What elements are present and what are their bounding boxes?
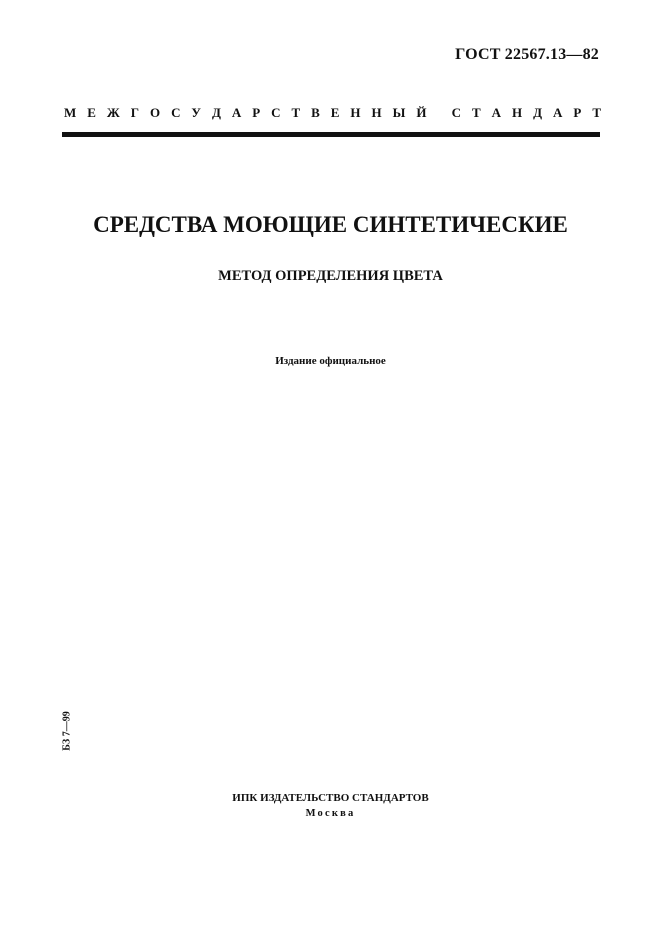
series-title-letter: Д (211, 105, 221, 120)
series-title-letter: Ы (392, 105, 406, 120)
document-number: ГОСТ 22567.13—82 (455, 46, 599, 63)
publisher-city: Москва (305, 808, 356, 819)
edition-note: Издание официальное (275, 355, 386, 367)
series-title-letter: Т (592, 105, 601, 120)
series-title-letter (437, 105, 440, 121)
series-title-letter: Г (130, 105, 139, 120)
series-title-letter: О (149, 105, 161, 120)
series-title (64, 105, 601, 121)
series-title-letter: Р (573, 105, 582, 120)
series-title-letter: Ж (106, 105, 120, 120)
series-title-letter: Т (472, 105, 481, 120)
side-code-text: БЗ 7—99 (61, 711, 73, 751)
publisher-name: ИПК ИЗДАТЕЛЬСТВО СТАНДАРТОВ (232, 792, 429, 804)
series-title-letter: Е (330, 105, 340, 120)
side-code (57, 705, 77, 757)
series-title-letter: Е (87, 105, 96, 120)
document-subtitle: МЕТОД ОПРЕДЕЛЕНИЯ ЦВЕТА (218, 268, 443, 284)
series-title-letter: С (171, 105, 181, 120)
series-title-letter: М (64, 105, 77, 120)
series-title-letter: А (231, 105, 242, 120)
series-title-letter: Н (350, 105, 361, 120)
document-title: СРЕДСТВА МОЮЩИЕ СИНТЕТИЧЕСКИЕ (93, 212, 568, 237)
series-title-letter: Р (252, 105, 261, 120)
series-title-letter: Н (512, 105, 523, 120)
series-title-letter: Н (371, 105, 382, 120)
series-title-letter: С (451, 105, 462, 120)
series-title-letter: Д (533, 105, 543, 120)
series-title-letter: А (491, 105, 502, 120)
header-rule (62, 132, 600, 137)
series-title-letter: С (271, 105, 281, 120)
series-title-letter: У (191, 105, 201, 120)
series-title-letter: Й (416, 105, 427, 120)
series-title-letter: А (553, 105, 563, 120)
series-title-letter: В (311, 105, 320, 120)
series-title-letter: Т (291, 105, 301, 120)
